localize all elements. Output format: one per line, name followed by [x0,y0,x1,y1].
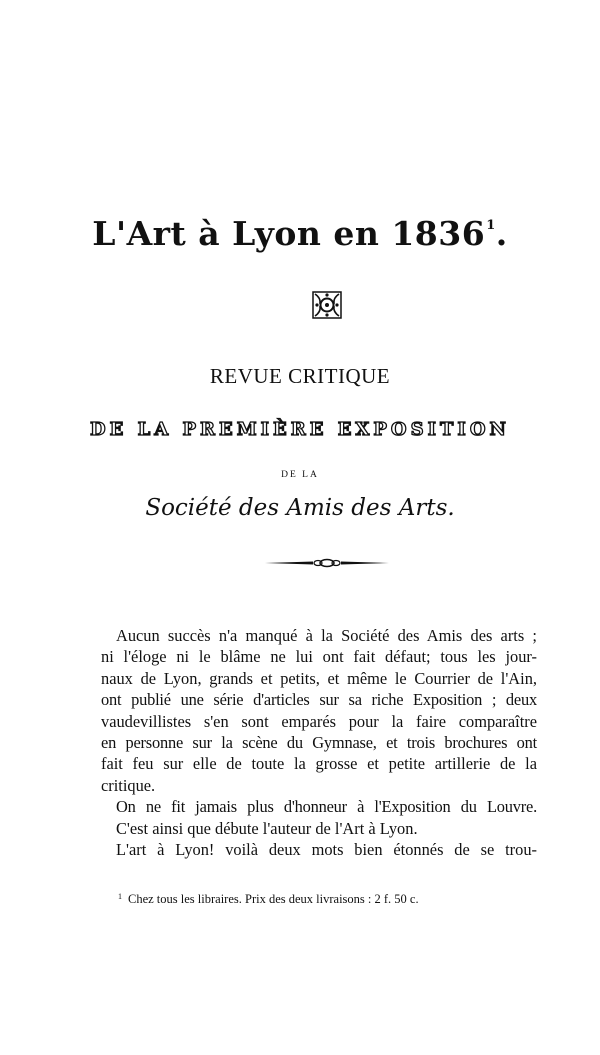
text-line: Aucun succès n'a manqué à la Société des Amis des arts ; [116,626,537,645]
footnote-text: Chez tous les libraires. Prix des deux livraisons : 2 f. 50 c. [128,892,419,906]
footnote [118,892,538,907]
floral-ornament-icon [311,290,343,320]
society-name: Société des Amis des Arts. [145,495,455,521]
text-line: On ne fit jamais plus d'honneur à l'Exposition du Louvre. [116,797,537,817]
de-la-label: DE LA [281,470,319,480]
text-line: ni l'éloge ni le blâme ne lui ont fait défaut; tous les jour- [101,647,537,667]
text-line: en personne sur la scène du Gymnase, et trois brochures ont [101,732,537,752]
exposition-subtitle: DE LA PREMIÈRE EXPOSITION [90,419,510,440]
page-title [0,214,600,253]
text-line: fait feu sur elle de toute la grosse et petite artillerie de la [101,754,537,774]
text-line: vaudevillistes s'en sont emparés pour la faire comparaître [101,711,537,731]
decorative-rule-icon [263,556,391,570]
title-footnote-marker: 1 [486,218,496,233]
text-line: naux de Lyon, grands et petits, et même le Courrier de l'Ain, [101,668,537,688]
text-line: critique. [101,775,156,795]
text-line: ont publié une série d'articles sur sa riche Exposition ; deux [101,690,537,710]
title-text: L'Art à Lyon en 1836 [92,214,486,253]
body-paragraphs [101,625,537,860]
review-label: REVUE CRITIQUE [209,364,391,388]
footnote-marker: 1 [118,892,122,901]
text-line: C'est ainsi que débute l'auteur de l'Art à Lyon. [116,818,418,838]
title-period: . [495,214,508,253]
text-line: L'art à Lyon! voilà deux mots bien étonnés de se trou- [116,839,537,859]
